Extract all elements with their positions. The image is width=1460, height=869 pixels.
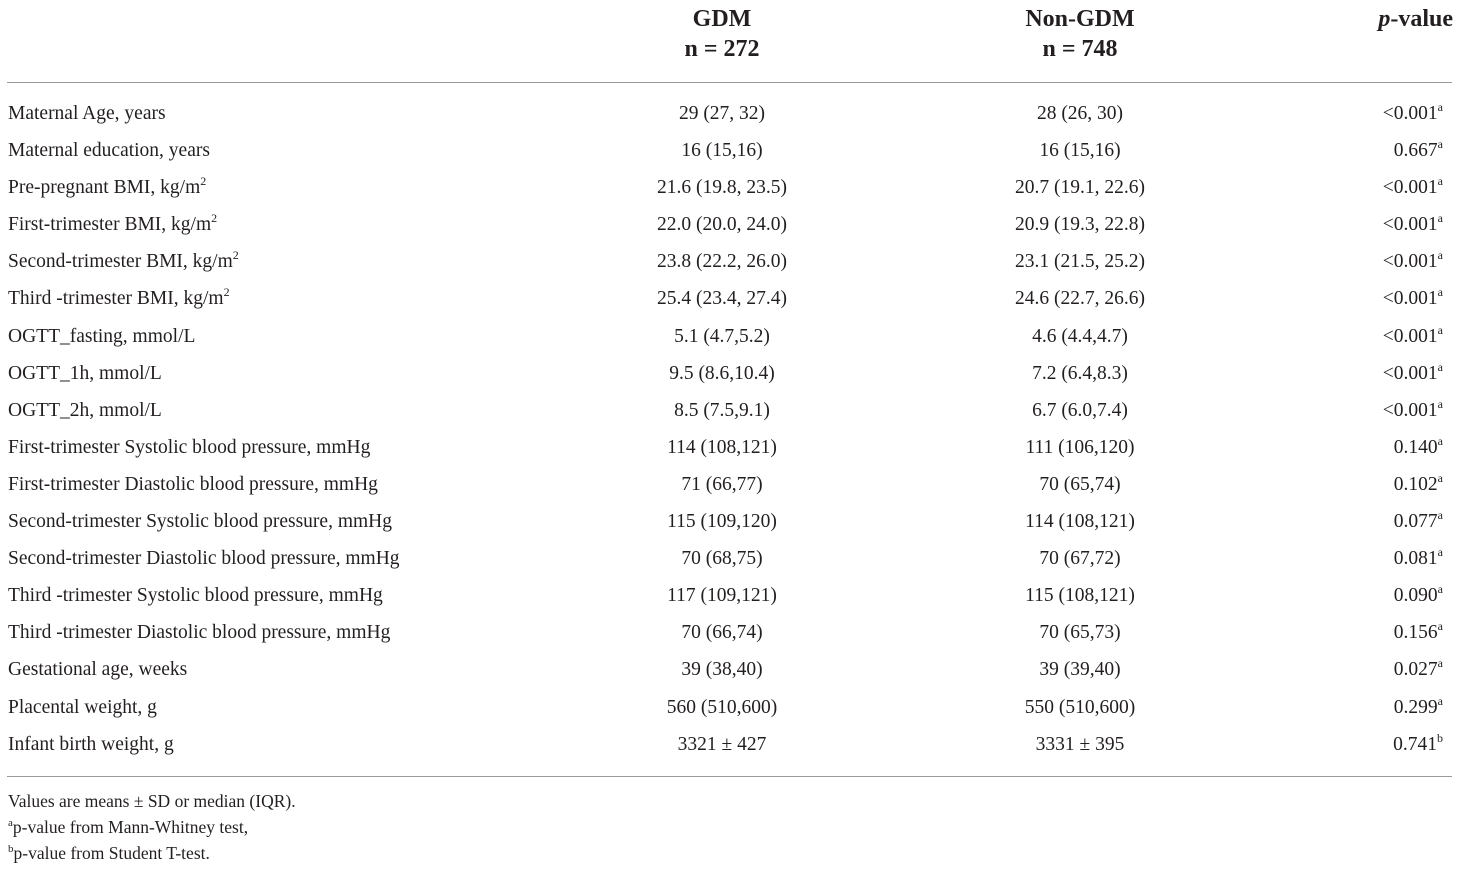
table-row (0, 392, 1460, 429)
row-label (8, 392, 162, 429)
row-label-text: Third -trimester Diastolic blood pressure, mmHg (8, 622, 391, 644)
p-value-footnote-mark: a (1437, 693, 1443, 708)
p-value-footnote-mark: a (1437, 545, 1443, 560)
row-label-text: Second-trimester Systolic blood pressure, mmHg (8, 511, 392, 533)
p-value-footnote-mark: a (1437, 248, 1443, 263)
row-label-text: Infant birth weight, g (8, 733, 174, 755)
non-gdm-value: 6.7 (6.0,7.4) (1032, 399, 1128, 421)
non-gdm-value: 70 (65,74) (1039, 473, 1121, 495)
gdm-value: 114 (108,121) (667, 436, 777, 458)
p-value (1250, 429, 1443, 466)
non-gdm-value: 111 (106,120) (1025, 436, 1135, 458)
footnote-values: Values are means ± SD or median (IQR). (8, 791, 296, 811)
footnote-a-text: p-value from Mann-Whitney test, (12, 817, 249, 837)
gdm-value: 25.4 (23.4, 27.4) (657, 288, 787, 310)
p-value-text: 0.667 (1393, 140, 1438, 162)
row-label (8, 132, 210, 169)
row-label (8, 614, 390, 651)
unit-superscript: 2 (232, 248, 239, 263)
column-header-p-value (1300, 4, 1453, 66)
p-value (1250, 689, 1443, 726)
table-row (0, 280, 1460, 317)
p-value-text: <0.001 (1382, 325, 1438, 347)
non-gdm-value: 20.9 (19.3, 22.8) (1015, 214, 1145, 236)
gdm-value: 39 (38,40) (681, 659, 763, 681)
table-row (0, 318, 1460, 355)
p-value-title (1300, 4, 1453, 34)
non-gdm-value: 3331 ± 395 (1035, 733, 1125, 755)
row-label-text: Pre-pregnant BMI, kg/m (8, 177, 201, 199)
gdm-value: 115 (109,120) (667, 511, 777, 533)
table-row (0, 95, 1460, 132)
p-rest: -value (1390, 6, 1453, 32)
p-value (1250, 355, 1443, 392)
row-label-text: First-trimester Systolic blood pressure, mmHg (8, 436, 371, 458)
non-gdm-value: 70 (65,73) (1039, 622, 1121, 644)
p-value-footnote-mark: a (1437, 656, 1443, 671)
non-gdm-value: 16 (15,16) (1039, 140, 1121, 162)
table-body (0, 95, 1460, 763)
gdm-value: 9.5 (8.6,10.4) (669, 362, 775, 384)
p-value-text: 0.156 (1393, 622, 1438, 644)
non-gdm-value: 39 (39,40) (1039, 659, 1121, 681)
table-row (0, 540, 1460, 577)
row-label (8, 503, 392, 540)
p-value-text: <0.001 (1382, 288, 1438, 310)
p-value-footnote-mark: a (1437, 174, 1443, 189)
footnote-a-mark: a (8, 817, 13, 829)
row-label (8, 318, 195, 355)
row-label-text: Placental weight, g (8, 696, 157, 718)
row-label-text: OGTT_1h, mmol/L (8, 362, 162, 384)
gdm-value: 29 (27, 32) (678, 103, 766, 124)
row-label (8, 726, 174, 763)
row-label-text: Third -trimester BMI, kg/m (8, 288, 224, 310)
row-label-text: First-trimester Diastolic blood pressure, mmHg (8, 473, 378, 495)
p-value-footnote-mark: a (1437, 396, 1443, 411)
non-gdm-value: 20.7 (19.1, 22.6) (1015, 177, 1145, 199)
gdm-value: 8.5 (7.5,9.1) (674, 399, 770, 421)
row-label-text: Third -trimester Systolic blood pressure, mmHg (8, 585, 383, 607)
gdm-value: 16 (15,16) (681, 140, 763, 162)
table-row (0, 429, 1460, 466)
gdm-value: 21.6 (19.8, 23.5) (657, 177, 787, 199)
gdm-value: 23.8 (22.2, 26.0) (657, 251, 787, 273)
table-row (0, 132, 1460, 169)
non-gdm-value: 28 (26, 30) (1036, 103, 1124, 124)
unit-superscript: 2 (200, 174, 207, 189)
p-value-footnote-mark: a (1437, 359, 1443, 374)
row-label-text: Maternal Age, years (8, 103, 166, 124)
non-gdm-title: Non-GDM (1025, 6, 1135, 32)
p-value (1250, 318, 1443, 355)
p-value-footnote-mark: a (1437, 619, 1443, 634)
row-label (8, 169, 206, 206)
p-value (1250, 726, 1443, 763)
row-label-text: OGTT_fasting, mmol/L (8, 325, 196, 347)
row-label (8, 540, 400, 577)
p-value (1250, 577, 1443, 614)
p-value (1250, 540, 1443, 577)
row-label (8, 577, 383, 614)
unit-superscript: 2 (223, 285, 230, 300)
footnote-b-mark: b (8, 843, 14, 855)
row-label (8, 651, 187, 688)
table-row (0, 503, 1460, 540)
gdm-value: 71 (66,77) (681, 473, 763, 495)
p-value-text: 0.102 (1393, 473, 1438, 495)
table-row (0, 355, 1460, 392)
p-value-footnote-mark: a (1437, 470, 1443, 485)
table-row (0, 689, 1460, 726)
table-row (0, 466, 1460, 503)
footnote-a (8, 814, 296, 840)
p-value (1250, 206, 1443, 243)
header-rule (7, 82, 1452, 83)
p-value-text: <0.001 (1382, 362, 1438, 384)
p-value-text: <0.001 (1382, 251, 1438, 273)
p-value (1250, 651, 1443, 688)
row-label (8, 95, 166, 132)
non-gdm-n: n = 748 (1042, 36, 1118, 62)
gdm-value: 117 (109,121) (667, 585, 777, 607)
non-gdm-value: 4.6 (4.4,4.7) (1032, 325, 1128, 347)
row-label-text: OGTT_2h, mmol/L (8, 399, 162, 421)
footnote-b-text: p-value from Student T-test. (13, 843, 210, 863)
column-header-gdm (572, 4, 872, 66)
table-row (0, 243, 1460, 280)
p-value-text: <0.001 (1382, 214, 1438, 236)
gdm-value: 22.0 (20.0, 24.0) (657, 214, 787, 236)
gdm-title: GDM (692, 6, 752, 32)
non-gdm-value: 115 (108,121) (1025, 585, 1135, 607)
p-value-footnote-mark: a (1437, 137, 1443, 152)
p-value-text: 0.741 (1393, 733, 1437, 755)
p-value-text: <0.001 (1382, 399, 1438, 421)
table-row (0, 651, 1460, 688)
non-gdm-value: 70 (67,72) (1039, 548, 1121, 570)
row-label (8, 429, 370, 466)
non-gdm-value: 24.6 (22.7, 26.6) (1015, 288, 1145, 310)
table-row (0, 614, 1460, 651)
gdm-value: 3321 ± 427 (677, 733, 767, 755)
p-value-text: 0.081 (1393, 548, 1438, 570)
table-row (0, 577, 1460, 614)
row-label-text: First-trimester BMI, kg/m (8, 214, 212, 236)
p-value-text: 0.077 (1393, 511, 1438, 533)
p-value-text: <0.001 (1382, 177, 1438, 199)
p-value (1250, 614, 1443, 651)
row-label (8, 280, 230, 317)
table-row (0, 726, 1460, 763)
p-value-footnote-mark: a (1437, 322, 1443, 337)
p-value-footnote-mark: a (1437, 100, 1443, 114)
p-value-text: 0.299 (1393, 696, 1438, 718)
row-label-text: Second-trimester Diastolic blood pressure, mmHg (8, 548, 400, 570)
row-label (8, 689, 157, 726)
unit-superscript: 2 (211, 211, 218, 226)
p-value (1250, 280, 1443, 317)
non-gdm-value: 23.1 (21.5, 25.2) (1015, 251, 1145, 273)
column-header-non-gdm (930, 4, 1230, 66)
gdm-value: 70 (68,75) (681, 548, 763, 570)
p-value-footnote-mark: a (1437, 433, 1443, 448)
p-value (1250, 466, 1443, 503)
p-value (1250, 132, 1443, 169)
non-gdm-value: 550 (510,600) (1024, 696, 1136, 718)
row-label-text: Second-trimester BMI, kg/m (8, 251, 233, 273)
row-label (8, 243, 239, 280)
gdm-value: 5.1 (4.7,5.2) (674, 325, 770, 347)
p-value-text: 0.027 (1393, 659, 1438, 681)
p-value (1250, 243, 1443, 280)
gdm-value: 560 (510,600) (666, 696, 778, 718)
p-value (1250, 95, 1443, 132)
p-value-footnote-mark: a (1437, 582, 1443, 597)
table-row (0, 169, 1460, 206)
p-italic: p (1378, 6, 1391, 32)
table-row (0, 206, 1460, 243)
non-gdm-value: 7.2 (6.4,8.3) (1032, 362, 1128, 384)
p-value-footnote-mark: a (1437, 508, 1443, 523)
footer-rule (7, 776, 1452, 777)
row-label (8, 466, 378, 503)
p-value-text: 0.140 (1393, 436, 1438, 458)
p-value-footnote-mark: a (1437, 285, 1443, 300)
p-value (1250, 392, 1443, 429)
gdm-n: n = 272 (684, 36, 760, 62)
p-value-text: 0.090 (1393, 585, 1438, 607)
p-value (1250, 503, 1443, 540)
row-label-text: Gestational age, weeks (8, 659, 188, 681)
row-label-text: Maternal education, years (8, 140, 210, 162)
row-label (8, 355, 162, 392)
p-value-footnote-mark: a (1437, 211, 1443, 226)
gdm-value: 70 (66,74) (681, 622, 763, 644)
p-value-text: <0.001 (1382, 103, 1438, 124)
row-label (8, 206, 217, 243)
p-value (1250, 169, 1443, 206)
table-footnotes (8, 788, 296, 866)
p-value-footnote-mark: b (1437, 730, 1443, 745)
footnote-b (8, 840, 296, 866)
non-gdm-value: 114 (108,121) (1025, 511, 1135, 533)
